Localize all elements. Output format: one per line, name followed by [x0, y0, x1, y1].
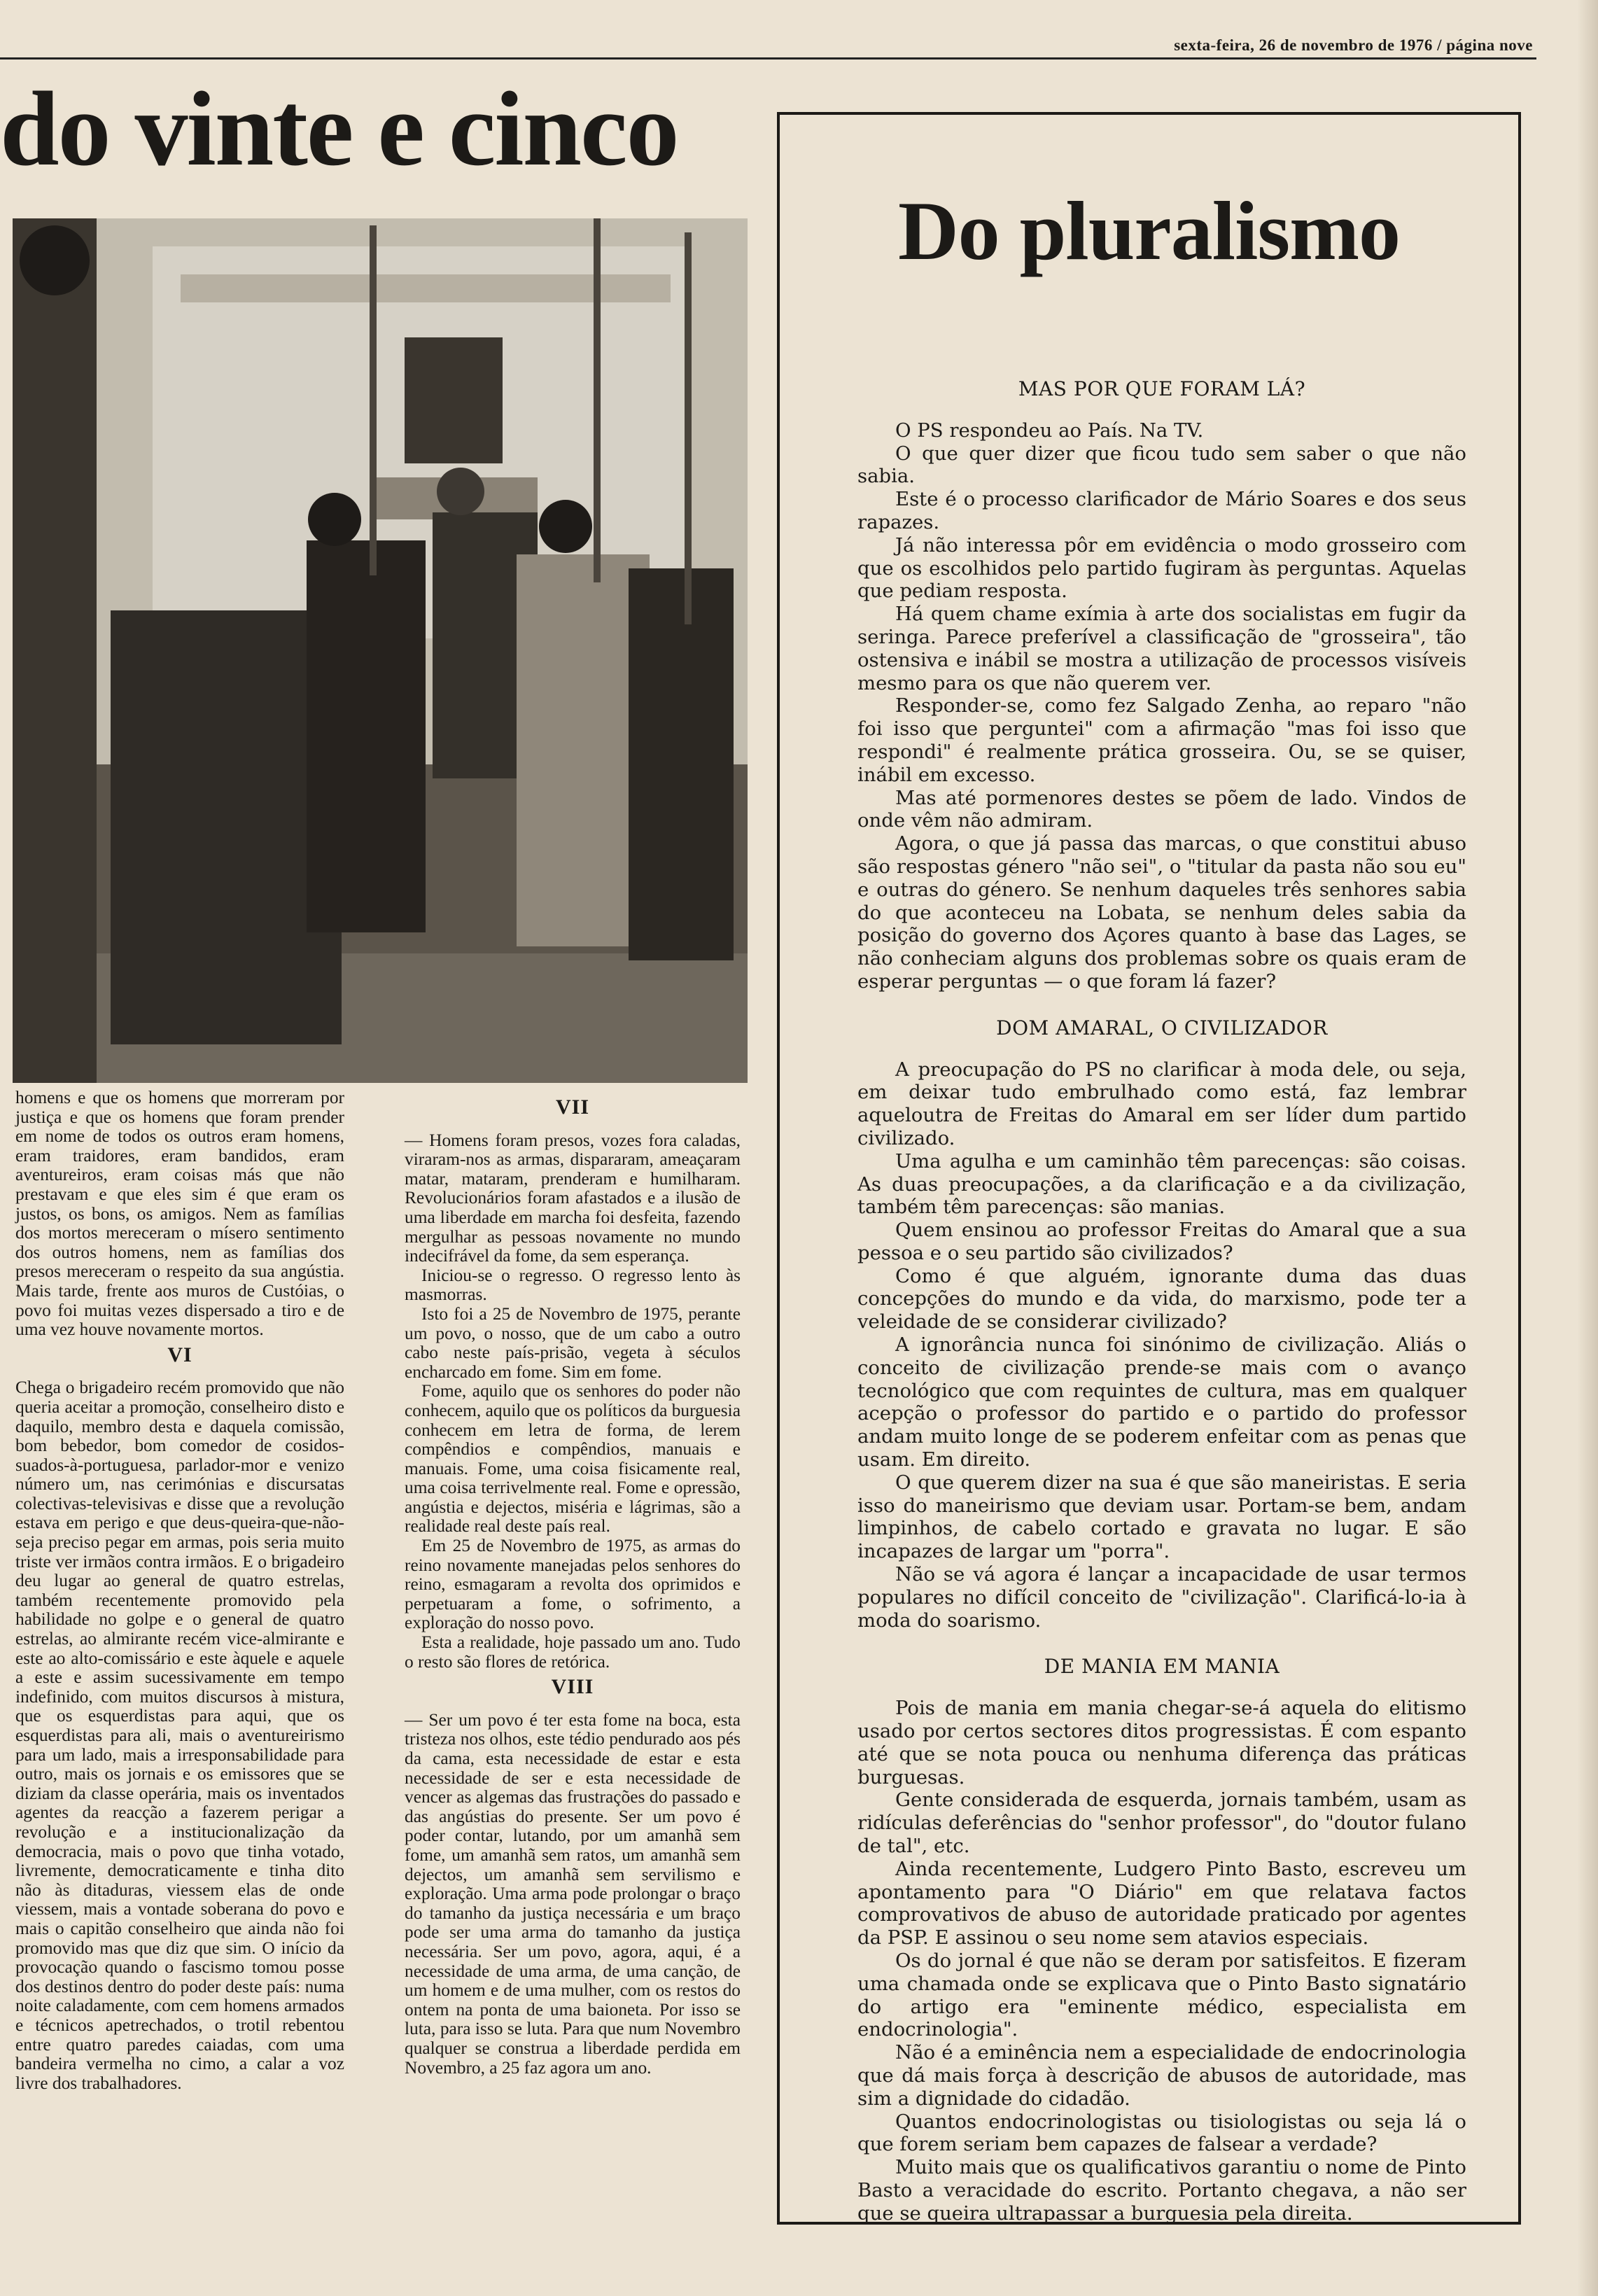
paragraph: A preocupação do PS no clarificar à moda dele, ou seja, em deixar tudo embrulhado como está, faz lembrar aqueloutra de Freitas do Amaral em ser líder dum partido civilizado. — [857, 1058, 1466, 1149]
section-heading: DOM AMARAL, O CIVILIZADOR — [996, 1016, 1328, 1040]
paragraph: Chega o brigadeiro recém promovido que não queria aceitar a promoção, conselheiro disto e daquilo, membro desta e daquela comissão, bom bebedor, bom comedor de cosidos-suados-à-portuguesa, parlador-mor e venizo número um, nas cerimónias e discursatas colectivas-televisivas e disse que a revolução estava em perigo e que deus-queira-que-não-seja preciso pegar em armas, pois seria muito triste ver irmãos contra irmãos. E o brigadeiro deu lugar ao general de quatro estrelas, também recentemente promovido pela habilidade no golpe e o general de quatro estrelas, ao almirante recém vice-almirante e este ao alto-comissário e este àquele e aquele a este e assim sucessivamente em tempo indefinido, com muitos discursos à mistura, que os esquerdistas para aqui, que os esquerdistas para ali, mais o aventureirismo para um lado, mais a irresponsabilidade para outro, mais os jornais e os emissores que se diziam da classe operária, mais os inventados agentes da reacção a fazerem perigar a revolução e a institucionalização da democracia, mais o povo que tinha votado, livremente, democraticamente e tinha dito não às ditaduras, viessem elas de onde viessem, mais a vontade soberana do povo e mais o capitão conselheiro que ainda não foi promovido mas que diz que sim. O início da provocação quando o fascismo tomou posse dos destinos dentro do poder deste país: numa noite caladamente, com cem homens armados e técnicos apetrechados, o trotil rebentou entre quatro paredes caiadas, com uma bandeira vermelha no cimo, a calar a voz livre dos trabalhadores. — [15, 1378, 344, 2093]
paragraph: Há quem chame exímia à arte dos socialistas em fugir da seringa. Parece preferível a classificação de "grosseira", tão ostensiva e inábil se mostra a utilização de processos visíveis mesmo para os que não querem ver. — [857, 603, 1466, 694]
paragraph: Não é a eminência nem a especialidade de endocrinologia que dá mais força à descrição de abusos de autoridade, mas sim a dignidade do cidadão. — [857, 2041, 1466, 2110]
boxed-article-body — [857, 378, 1466, 2225]
page-edge-shadow — [1577, 0, 1598, 2296]
paragraph: — Ser um povo é ter esta fome na boca, esta tristeza nos olhos, este tédio pendurado aos pés da cama, esta necessidade de estar e esta necessidade de ser e esta necessidade de vencer as algemas das frustrações do passado e das angústias do presente. Ser um povo é poder contar, lutando, por um amanhã sem fome, um amanhã sem ratos, um amanhã sem dejectos, um amanhã sem servilismo e exploração. Uma arma pode prolongar o braço do tamanho da justiça necessária e um braço pode ser uma arma do tamanho da justiça necessária. Ser um povo, agora, aqui, é a necessidade de uma arma, de uma canção, de um homem e de uma mulher, com os restos do ontem na ponta de uma baioneta. Por isso se luta, para isso se luta. Para que num Novembro qualquer se construa a liberdade perdida em Novembro, a 25 faz agora um ano. — [405, 1709, 741, 2078]
section-number: VIII — [551, 1675, 594, 1699]
photo-illustration — [13, 218, 748, 1083]
paragraph: Iniciou-se o regresso. O regresso lento às masmorras. — [405, 1265, 741, 1305]
paragraph: A ignorância nunca foi sinónimo de civilização. Aliás o conceito de civilização prende-se mais com o avanço tecnológico que com requintes de cultura, mas em qualquer acepção o professor do partido e o partido do professor andam muito longe de se poderem enfeitar com as penas que usam. Em direito. — [857, 1334, 1466, 1471]
paragraph: Pois de mania em mania chegar-se-á aquela do elitismo usado por certos sectores ditos progressistas. É com espanto até que se nota pouca ou nenhuma diferença das práticas burguesas. — [857, 1697, 1466, 1788]
paragraph: Uma agulha e um caminhão têm parecenças: são coisas. As duas preocupações, a da clarificação e a da civilização, também têm parecenças: são manias. — [857, 1149, 1466, 1219]
section-heading: MAS POR QUE FORAM LÁ? — [1018, 377, 1306, 400]
paragraph: Fome, aquilo que os senhores do poder não conhecem, aquilo que os políticos da burguesia conhecem em letra de forma, de lerem compêndios e compêndios, manuais e manuais. Fome, uma coisa fisicamente real, uma coisa terrivelmente real. Fome e opressão, angústia e dejectos, miséria e lágrimas, são a realidade real deste país real. — [405, 1381, 741, 1536]
paragraph: Ainda recentemente, Ludgero Pinto Basto, escreveu um apontamento para "O Diário" em que relatava factos comprovativos de abuso de autoridade praticado por agentes da PSP. E assinou o seu nome sem atavios especiais. — [857, 1857, 1466, 1949]
paragraph: homens e que os homens que morreram por justiça e que os homens que foram prender em nome de todos os outros eram homens, eram traidores, eram bandidos, eram aventureiros, eram coisas más que não prestavam e que eles sim é que eram os justos, os bons, os amigos. Nem as famílias dos mortos mereceram o mísero sentimento dos outros homens, nem as famílias dos presos mereceram o respeito da sua angústia. Mais tarde, frente aos muros de Custóias, o povo foi muitas vezes dispersado a tiro e de uma vez houve novamente mortos. — [15, 1088, 344, 1340]
paragraph: O PS respondeu ao País. Na TV. — [895, 419, 1204, 442]
paragraph: Os do jornal é que não se deram por satisfeitos. E fizeram uma chamada onde se explicava que o Pinto Basto signatário do artigo era "eminente médico, especialista em endocrinologia". — [857, 1949, 1466, 2041]
article-column-2 — [405, 1092, 741, 2078]
paragraph: Responder-se, como fez Salgado Zenha, ao reparo "não foi isso que perguntei" com a afirmação "mas foi isso que respondi" é realmente prática grosseira. Ou, se se quiser, inábil em excesso. — [857, 694, 1466, 786]
paragraph: Em 25 de Novembro de 1975, as armas do reino novamente manejadas pelos senhores do reino, esmagaram a revolta dos oprimidos e perpetuaram a fome, o sofrimento, a exploração do nosso povo. — [405, 1536, 741, 1633]
paragraph: O que quer dizer que ficou tudo sem saber o que não sabia. — [857, 442, 1466, 488]
article-column-1 — [15, 1088, 344, 2093]
section-number: VII — [555, 1096, 589, 1119]
section-number: VI — [167, 1343, 192, 1366]
news-photo — [13, 218, 748, 1083]
boxed-article-title: Do pluralismo — [897, 184, 1401, 277]
paragraph: Gente considerada de esquerda, jornais também, usam as ridículas deferências do "senhor professor", do "doutor fulano de tal", etc. — [857, 1788, 1466, 1858]
paragraph: — Homens foram presos, vozes fora caladas, viraram-nos as armas, dispararam, ameaçaram matar, mataram, prenderam e humilharam. Revolucionários foram afastados e a ilusão de uma liberdade em marcha foi desfeita, fazendo mergulhar as pessoas novamente no mundo indecifrável da fome, da sem esperança. — [405, 1130, 741, 1266]
headline-left: do vinte e cinco — [0, 76, 678, 182]
paragraph: Isto foi a 25 de Novembro de 1975, perante um povo, o nosso, que de um cabo a outro cabo neste país-prisão, vegeta à séculos encharcado em fome. Sim em fome. — [405, 1303, 741, 1382]
paragraph: Não se vá agora é lançar a incapacidade de usar termos populares no difícil conceito de "civilização". Clarificá-lo-ia à moda do soarismo. — [857, 1563, 1466, 1632]
paragraph: O que querem dizer na sua é que são maneiristas. E seria isso do maneirismo que deviam usar. Portam-se bem, andam limpinhos, de cabelo cortado e gravata no lugar. E são incapazes de largar um "porra". — [857, 1471, 1466, 1563]
paragraph: Esta a realidade, hoje passado um ano. Tudo o resto são flores de retórica. — [405, 1632, 741, 1672]
paragraph: Mas até pormenores destes se põem de lado. Vindos de onde vêm não admiram. — [857, 786, 1466, 832]
paragraph: Quem ensinou ao professor Freitas do Amaral que a sua pessoa e o seu partido são civilizados? — [857, 1219, 1466, 1264]
paragraph: Agora, o que já passa das marcas, o que constitui abuso são respostas género "não sei", o "titular da pasta não sou eu" e outras do género. Se nenhum daqueles três senhores sabia do que aconteceu na Lobata, se nenhum deles sabia da posição do governo dos Açores quanto à base das Lages, se não conheciam alguns dos problemas sobre os quais eram de esperar perguntas — o que foram lá fazer? — [857, 832, 1466, 993]
paragraph: Como é que alguém, ignorante duma das duas concepções do mundo e da vida, do marxismo, pode ter a veleidade de se considerar civilizado? — [857, 1264, 1466, 1334]
paragraph: Quantos endocrinologistas ou tisiologistas ou seja lá o que forem seriam bem capazes de falsear a verdade? — [857, 2110, 1466, 2156]
paragraph: Já não interessa pôr em evidência o modo grosseiro com que os escolhidos pelo partido fugiram às perguntas. Aquelas que pediam resposta. — [857, 533, 1466, 603]
running-head: sexta-feira, 26 de novembro de 1976 / página nove — [1174, 36, 1533, 54]
paragraph: Muito mais que os qualificativos garantiu o nome de Pinto Basto a veracidade do escrito. Portanto chegava, a não ser que se queira ultrapassar a burguesia pela direita. — [857, 2156, 1466, 2225]
header-rule — [0, 57, 1536, 59]
section-heading: DE MANIA EM MANIA — [1044, 1655, 1280, 1679]
paragraph: Este é o processo clarificador de Mário Soares e dos seus rapazes. — [857, 488, 1466, 533]
